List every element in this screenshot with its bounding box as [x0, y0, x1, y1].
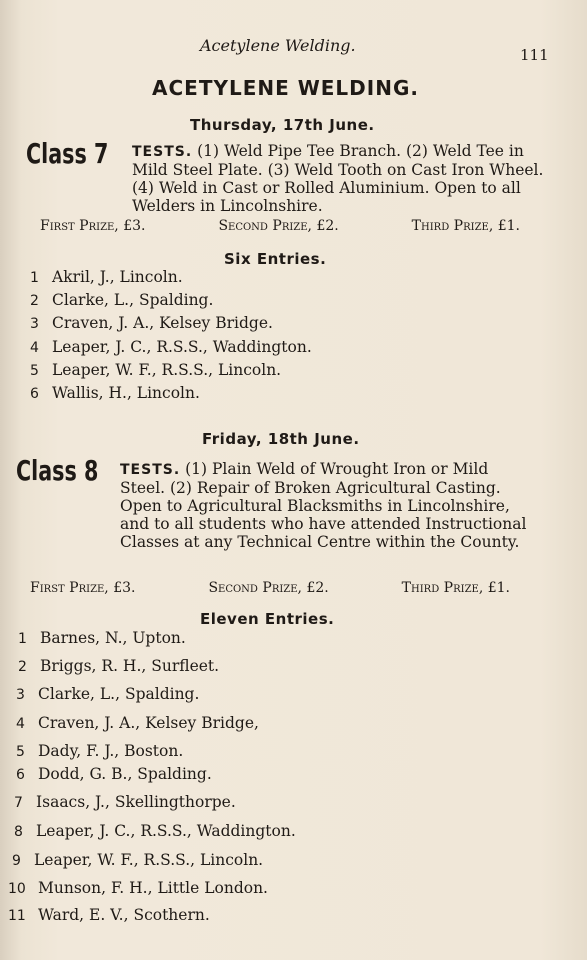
list-item: [8, 879, 268, 897]
class7-entries-heading: Six Entries.: [224, 250, 327, 268]
entry-number: 9: [12, 853, 21, 869]
list-item: [18, 657, 219, 675]
class8-prizes: [30, 580, 510, 596]
class7-date: Thursday, 17th June.: [190, 116, 375, 134]
entry-number: 2: [18, 659, 27, 675]
class8-second-prize: Second Prize, £2.: [208, 580, 329, 596]
entry-number: 1: [18, 631, 27, 647]
class8-first-prize: First Prize, £3.: [30, 580, 136, 596]
list-item: [30, 268, 183, 286]
page-number: 111: [520, 46, 549, 64]
entry-name: Clarke, L., Spalding.: [52, 291, 214, 309]
entry-name: Munson, F. H., Little London.: [38, 879, 268, 897]
entry-name: Leaper, J. C., R.S.S., Waddington.: [52, 338, 312, 356]
list-item: [30, 314, 273, 332]
class7-third-prize: Third Prize, £1.: [411, 218, 520, 234]
class8-entries-heading: Eleven Entries.: [200, 610, 335, 628]
entry-name: Dady, F. J., Boston.: [38, 742, 184, 760]
entry-name: Clarke, L., Spalding.: [38, 685, 200, 703]
entry-name: Briggs, R. H., Surfleet.: [40, 657, 220, 675]
entry-name: Craven, J. A., Kelsey Bridge,: [38, 714, 259, 732]
entry-number: 6: [16, 767, 25, 783]
class7-second-prize: Second Prize, £2.: [218, 218, 339, 234]
entry-name: Ward, E. V., Scothern.: [38, 906, 210, 924]
entry-number: 2: [30, 293, 39, 309]
entry-number: 7: [14, 795, 23, 811]
list-item: [30, 384, 200, 402]
entry-number: 5: [16, 744, 25, 760]
class7-first-prize: First Prize, £3.: [40, 218, 146, 234]
entry-name: Craven, J. A., Kelsey Bridge.: [52, 314, 273, 332]
list-item: [16, 714, 259, 732]
entry-name: Leaper, W. F., R.S.S., Lincoln.: [52, 361, 282, 379]
list-item: [14, 793, 236, 811]
class8-label: Class 8: [16, 454, 99, 487]
entry-name: Wallis, H., Lincoln.: [52, 384, 200, 402]
class7-tests-lead: TESTS.: [132, 144, 193, 160]
class7-tests-text: (1) Weld Pipe Tee Branch. (2) Weld Tee in Mild Steel Plate. (3) Weld Tooth on Cast Iron Wheel. (4) Weld in Cast or Rolled Aluminium. Open to all Welders in Lincolnshire.: [132, 142, 544, 215]
running-header: Acetylene Welding.: [200, 36, 356, 55]
class8-tests-text: (1) Plain Weld of Wrought Iron or Mild Steel. (2) Repair of Broken Agricultural Casting. Open to Agricultural Blacksmiths in Lincolnshire, and to all students who have attended Instructional Classes at any Technical Centre within the County.: [120, 460, 527, 551]
list-item: [30, 291, 213, 309]
list-item: [14, 822, 296, 840]
list-item: [18, 629, 186, 647]
list-item: [16, 685, 199, 703]
entry-name: Barnes, N., Upton.: [40, 629, 186, 647]
entry-number: 3: [16, 687, 25, 703]
entry-number: 11: [8, 908, 26, 924]
entry-number: 4: [30, 340, 39, 356]
entry-number: 6: [30, 386, 39, 402]
list-item: [8, 906, 210, 924]
entry-name: Leaper, W. F., R.S.S., Lincoln.: [34, 851, 264, 869]
class8-tests: [120, 460, 536, 551]
entry-name: Leaper, J. C., R.S.S., Waddington.: [36, 822, 296, 840]
page-title: ACETYLENE WELDING.: [152, 76, 419, 100]
list-item: [12, 851, 263, 869]
class8-date: Friday, 18th June.: [202, 430, 360, 448]
list-item: [16, 765, 212, 783]
class7-prizes: [40, 218, 520, 234]
entry-name: Akril, J., Lincoln.: [52, 268, 183, 286]
class8-third-prize: Third Prize, £1.: [401, 580, 510, 596]
entry-number: 5: [30, 363, 39, 379]
entry-number: 1: [30, 270, 39, 286]
entry-number: 10: [8, 881, 26, 897]
class7-tests: [132, 142, 544, 215]
class7-label: Class 7: [26, 137, 109, 170]
entry-number: 8: [14, 824, 23, 840]
list-item: [16, 742, 183, 760]
entry-name: Dodd, G. B., Spalding.: [38, 765, 212, 783]
entry-number: 3: [30, 316, 39, 332]
class8-tests-lead: TESTS.: [120, 462, 181, 478]
list-item: [30, 361, 281, 379]
entry-name: Isaacs, J., Skellingthorpe.: [36, 793, 236, 811]
entry-number: 4: [16, 716, 25, 732]
list-item: [30, 338, 312, 356]
